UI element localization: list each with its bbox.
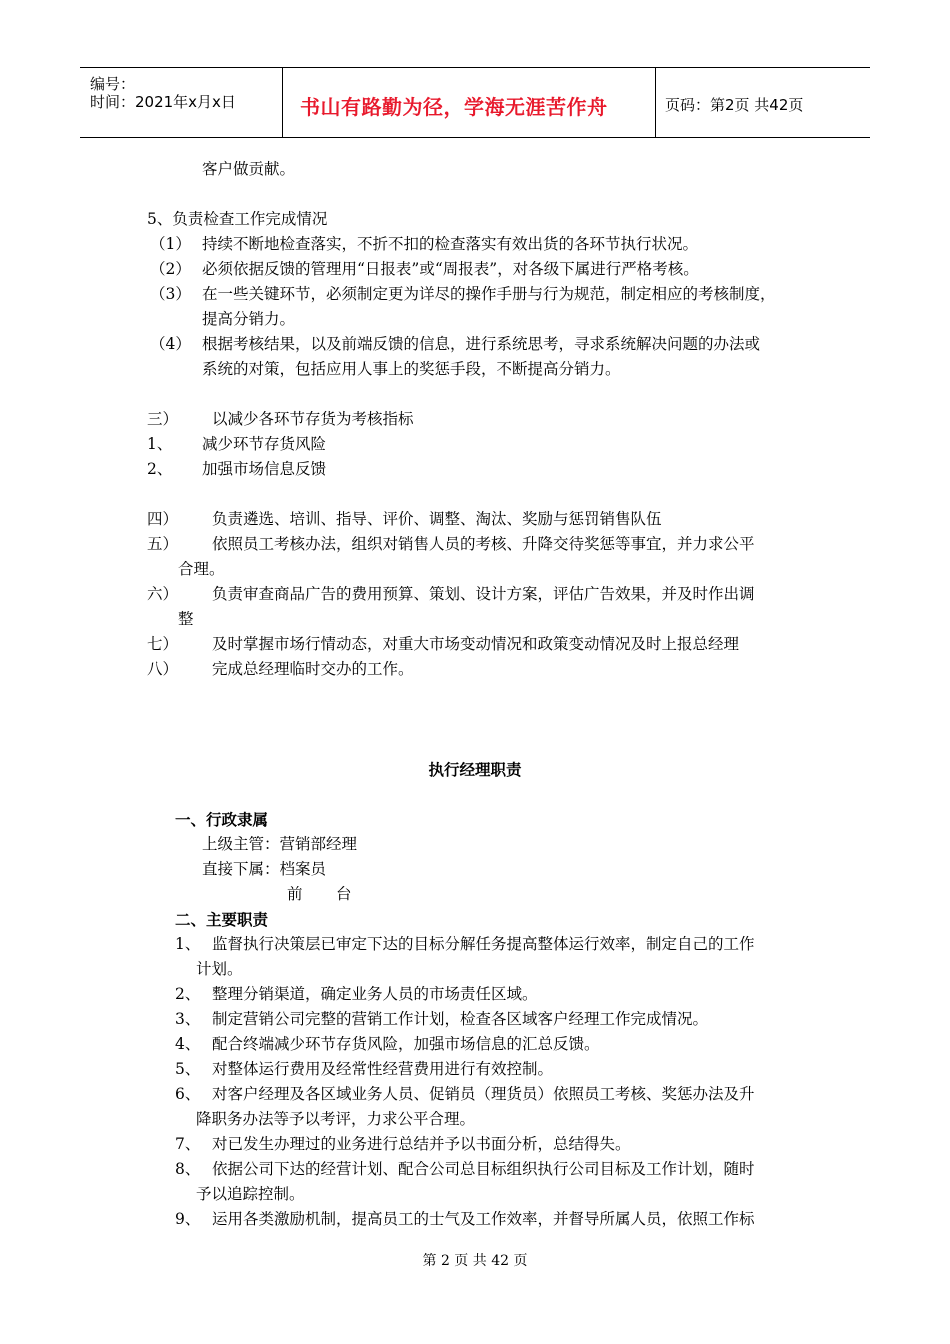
time-label: 时间：2021年x月x日: [90, 93, 236, 111]
text-line: 整: [178, 610, 194, 628]
item-number: （1）: [150, 235, 191, 253]
item-number: 3、: [175, 1010, 201, 1028]
text-line: 监督执行决策层已审定下达的目标分解任务提高整体运行效率，制定自己的工作: [212, 935, 755, 953]
item-number: 三）: [147, 410, 179, 428]
item-number: 1、: [175, 935, 201, 953]
item-number: （4）: [150, 335, 191, 353]
item-number: 五）: [147, 535, 179, 553]
item-number: 7、: [175, 1135, 201, 1153]
item-number: 六）: [147, 585, 179, 603]
text-line: 以减少各环节存货为考核指标: [212, 410, 414, 428]
item-number: （2）: [150, 260, 191, 278]
text-line: 制定营销公司完整的营销工作计划，检查各区域客户经理工作完成情况。: [212, 1010, 709, 1028]
text-line: 客户做贡献。: [202, 160, 296, 178]
header-divider-2: [655, 68, 656, 137]
item-number: 9、: [175, 1210, 201, 1228]
text-line: 系统的对策，包括应用人事上的奖惩手段，不断提高分销力。: [202, 360, 621, 378]
page-title: 执行经理职责: [428, 760, 522, 779]
text-line: 配合终端减少环节存货风险，加强市场信息的汇总反馈。: [212, 1035, 600, 1053]
item-number: 2、: [147, 460, 173, 478]
section-heading: 一、行政隶属: [175, 810, 269, 829]
text-line: 对已发生办理过的业务进行总结并予以书面分析，总结得失。: [212, 1135, 631, 1153]
text-line: 对客户经理及各区域业务人员、促销员（理货员）依照员工考核、奖惩办法及升: [212, 1085, 755, 1103]
item-number: 8、: [175, 1160, 201, 1178]
text-line: 台: [336, 885, 352, 903]
section-heading: 5、负责检查工作完成情况: [147, 210, 328, 228]
text-line: 上级主管：营销部经理: [202, 835, 358, 853]
text-line: 予以追踪控制。: [196, 1185, 305, 1203]
text-line: 在一些关键环节，必须制定更为详尽的操作手册与行为规范，制定相应的考核制度，: [202, 285, 776, 303]
text-line: 前: [287, 885, 303, 903]
text-line: 减少环节存货风险: [202, 435, 327, 453]
section-heading: 二、主要职责: [175, 910, 269, 929]
text-line: 及时掌握市场行情动态，对重大市场变动情况和政策变动情况及时上报总经理: [212, 635, 740, 653]
item-number: 七）: [147, 635, 179, 653]
text-line: 计划。: [196, 960, 243, 978]
doc-number-label: 编号：: [90, 75, 136, 93]
text-line: 依据公司下达的经营计划、配合公司总目标组织执行公司目标及工作计划，随时: [212, 1160, 755, 1178]
text-line: 直接下属：档案员: [202, 860, 327, 878]
item-number: 6、: [175, 1085, 201, 1103]
text-line: 合理。: [178, 560, 225, 578]
item-number: 4、: [175, 1035, 201, 1053]
header-motto: 书山有路勤为径，学海无涯苦作舟: [300, 95, 608, 119]
text-line: 完成总经理临时交办的工作。: [212, 660, 414, 678]
text-line: 运用各类激励机制，提高员工的士气及工作效率，并督导所属人员，依照工作标: [212, 1210, 755, 1228]
text-line: 整理分销渠道，确定业务人员的市场责任区域。: [212, 985, 538, 1003]
text-line: 根据考核结果，以及前端反馈的信息，进行系统思考，寻求系统解决问题的办法或: [202, 335, 761, 353]
header-page-info: 页码：第2页 共42页: [665, 96, 804, 114]
text-line: 提高分销力。: [202, 310, 296, 328]
text-line: 加强市场信息反馈: [202, 460, 327, 478]
item-number: 1、: [147, 435, 173, 453]
item-number: （3）: [150, 285, 191, 303]
text-line: 负责遴选、培训、指导、评价、调整、淘汰、奖励与惩罚销售队伍: [212, 510, 662, 528]
item-number: 八）: [147, 660, 179, 678]
text-line: 对整体运行费用及经常性经营费用进行有效控制。: [212, 1060, 554, 1078]
text-line: 依照员工考核办法，组织对销售人员的考核、升降交待奖惩等事宜，并力求公平: [212, 535, 755, 553]
item-number: 四）: [147, 510, 179, 528]
text-line: 必须依据反馈的管理用“日报表”或“周报表”，对各级下属进行严格考核。: [202, 260, 699, 278]
item-number: 5、: [175, 1060, 201, 1078]
text-line: 持续不断地检查落实，不折不扣的检查落实有效出货的各环节执行状况。: [202, 235, 699, 253]
text-line: 负责审查商品广告的费用预算、策划、设计方案，评估广告效果，并及时作出调: [212, 585, 755, 603]
text-line: 降职务办法等予以考评，力求公平合理。: [196, 1110, 476, 1128]
page-footer: 第 2 页 共 42 页: [422, 1253, 528, 1269]
item-number: 2、: [175, 985, 201, 1003]
header-divider-1: [282, 68, 283, 137]
